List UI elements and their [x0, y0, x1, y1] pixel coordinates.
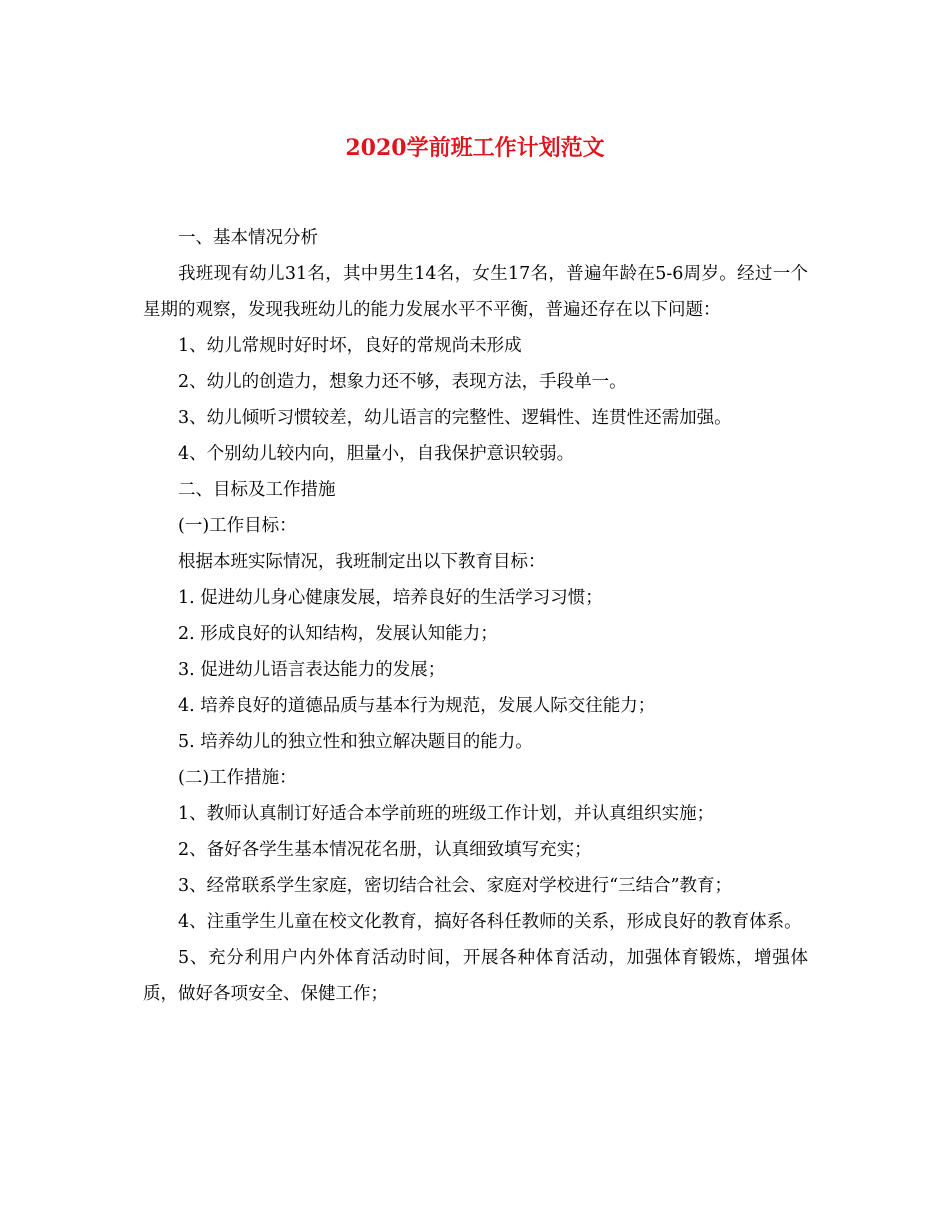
list-item-problem-2: 2、幼儿的创造力，想象力还不够，表现方法，手段单一。	[178, 372, 627, 392]
list-item-problem-4: 4、个别幼儿较内向，胆量小，自我保护意识较弱。	[178, 444, 575, 464]
section-heading-goals-measures: 二、目标及工作措施	[178, 480, 336, 500]
list-item-goal-2: 2. 形成良好的认知结构，发展认知能力；	[178, 624, 498, 644]
paragraph-goals-intro: 根据本班实际情况，我班制定出以下教育目标：	[178, 552, 546, 572]
paragraph-class-overview: 我班现有幼儿31名，其中男生14名，女生17名，普遍年龄在5-6周岁。经过一个星期的观察，发现我班幼儿的能力发展水平不平衡，普遍还存在以下问题：	[143, 264, 808, 320]
list-item-measure-2: 2、备好各学生基本情况花名册，认真细致填写充实；	[178, 840, 592, 860]
list-item-problem-3: 3、幼儿倾听习惯较差，幼儿语言的完整性、逻辑性、连贯性还需加强。	[178, 408, 732, 428]
document-title: 2020学前班工作计划范文	[345, 135, 605, 161]
list-item-measure-5: 5、充分利用户内外体育活动时间，开展各种体育活动，加强体育锻炼，增强体质，做好各项安全、保健工作；	[143, 948, 808, 1004]
list-item-measure-4: 4、注重学生儿童在校文化教育，搞好各科任教师的关系，形成良好的教育体系。	[178, 912, 802, 932]
list-item-goal-3: 3. 促进幼儿语言表达能力的发展；	[178, 660, 446, 680]
subsection-heading-work-goals: (一)工作目标：	[178, 516, 297, 536]
list-item-measure-3: 3、经常联系学生家庭，密切结合社会、家庭对学校进行“三结合”教育；	[178, 876, 733, 896]
subsection-heading-work-measures: (二)工作措施：	[178, 768, 297, 788]
list-item-problem-1: 1、幼儿常规时好时坏，良好的常规尚未形成	[178, 336, 522, 356]
document-body	[143, 220, 808, 1012]
list-item-goal-5: 5. 培养幼儿的独立性和独立解决题目的能力。	[178, 732, 533, 752]
section-heading-basic-situation: 一、基本情况分析	[178, 228, 318, 248]
list-item-goal-4: 4. 培养良好的道德品质与基本行为规范，发展人际交往能力；	[178, 696, 656, 716]
list-item-measure-1: 1、教师认真制订好适合本学前班的班级工作计划，并认真组织实施；	[178, 804, 715, 824]
list-item-goal-1: 1. 促进幼儿身心健康发展，培养良好的生活学习习惯；	[178, 588, 603, 608]
